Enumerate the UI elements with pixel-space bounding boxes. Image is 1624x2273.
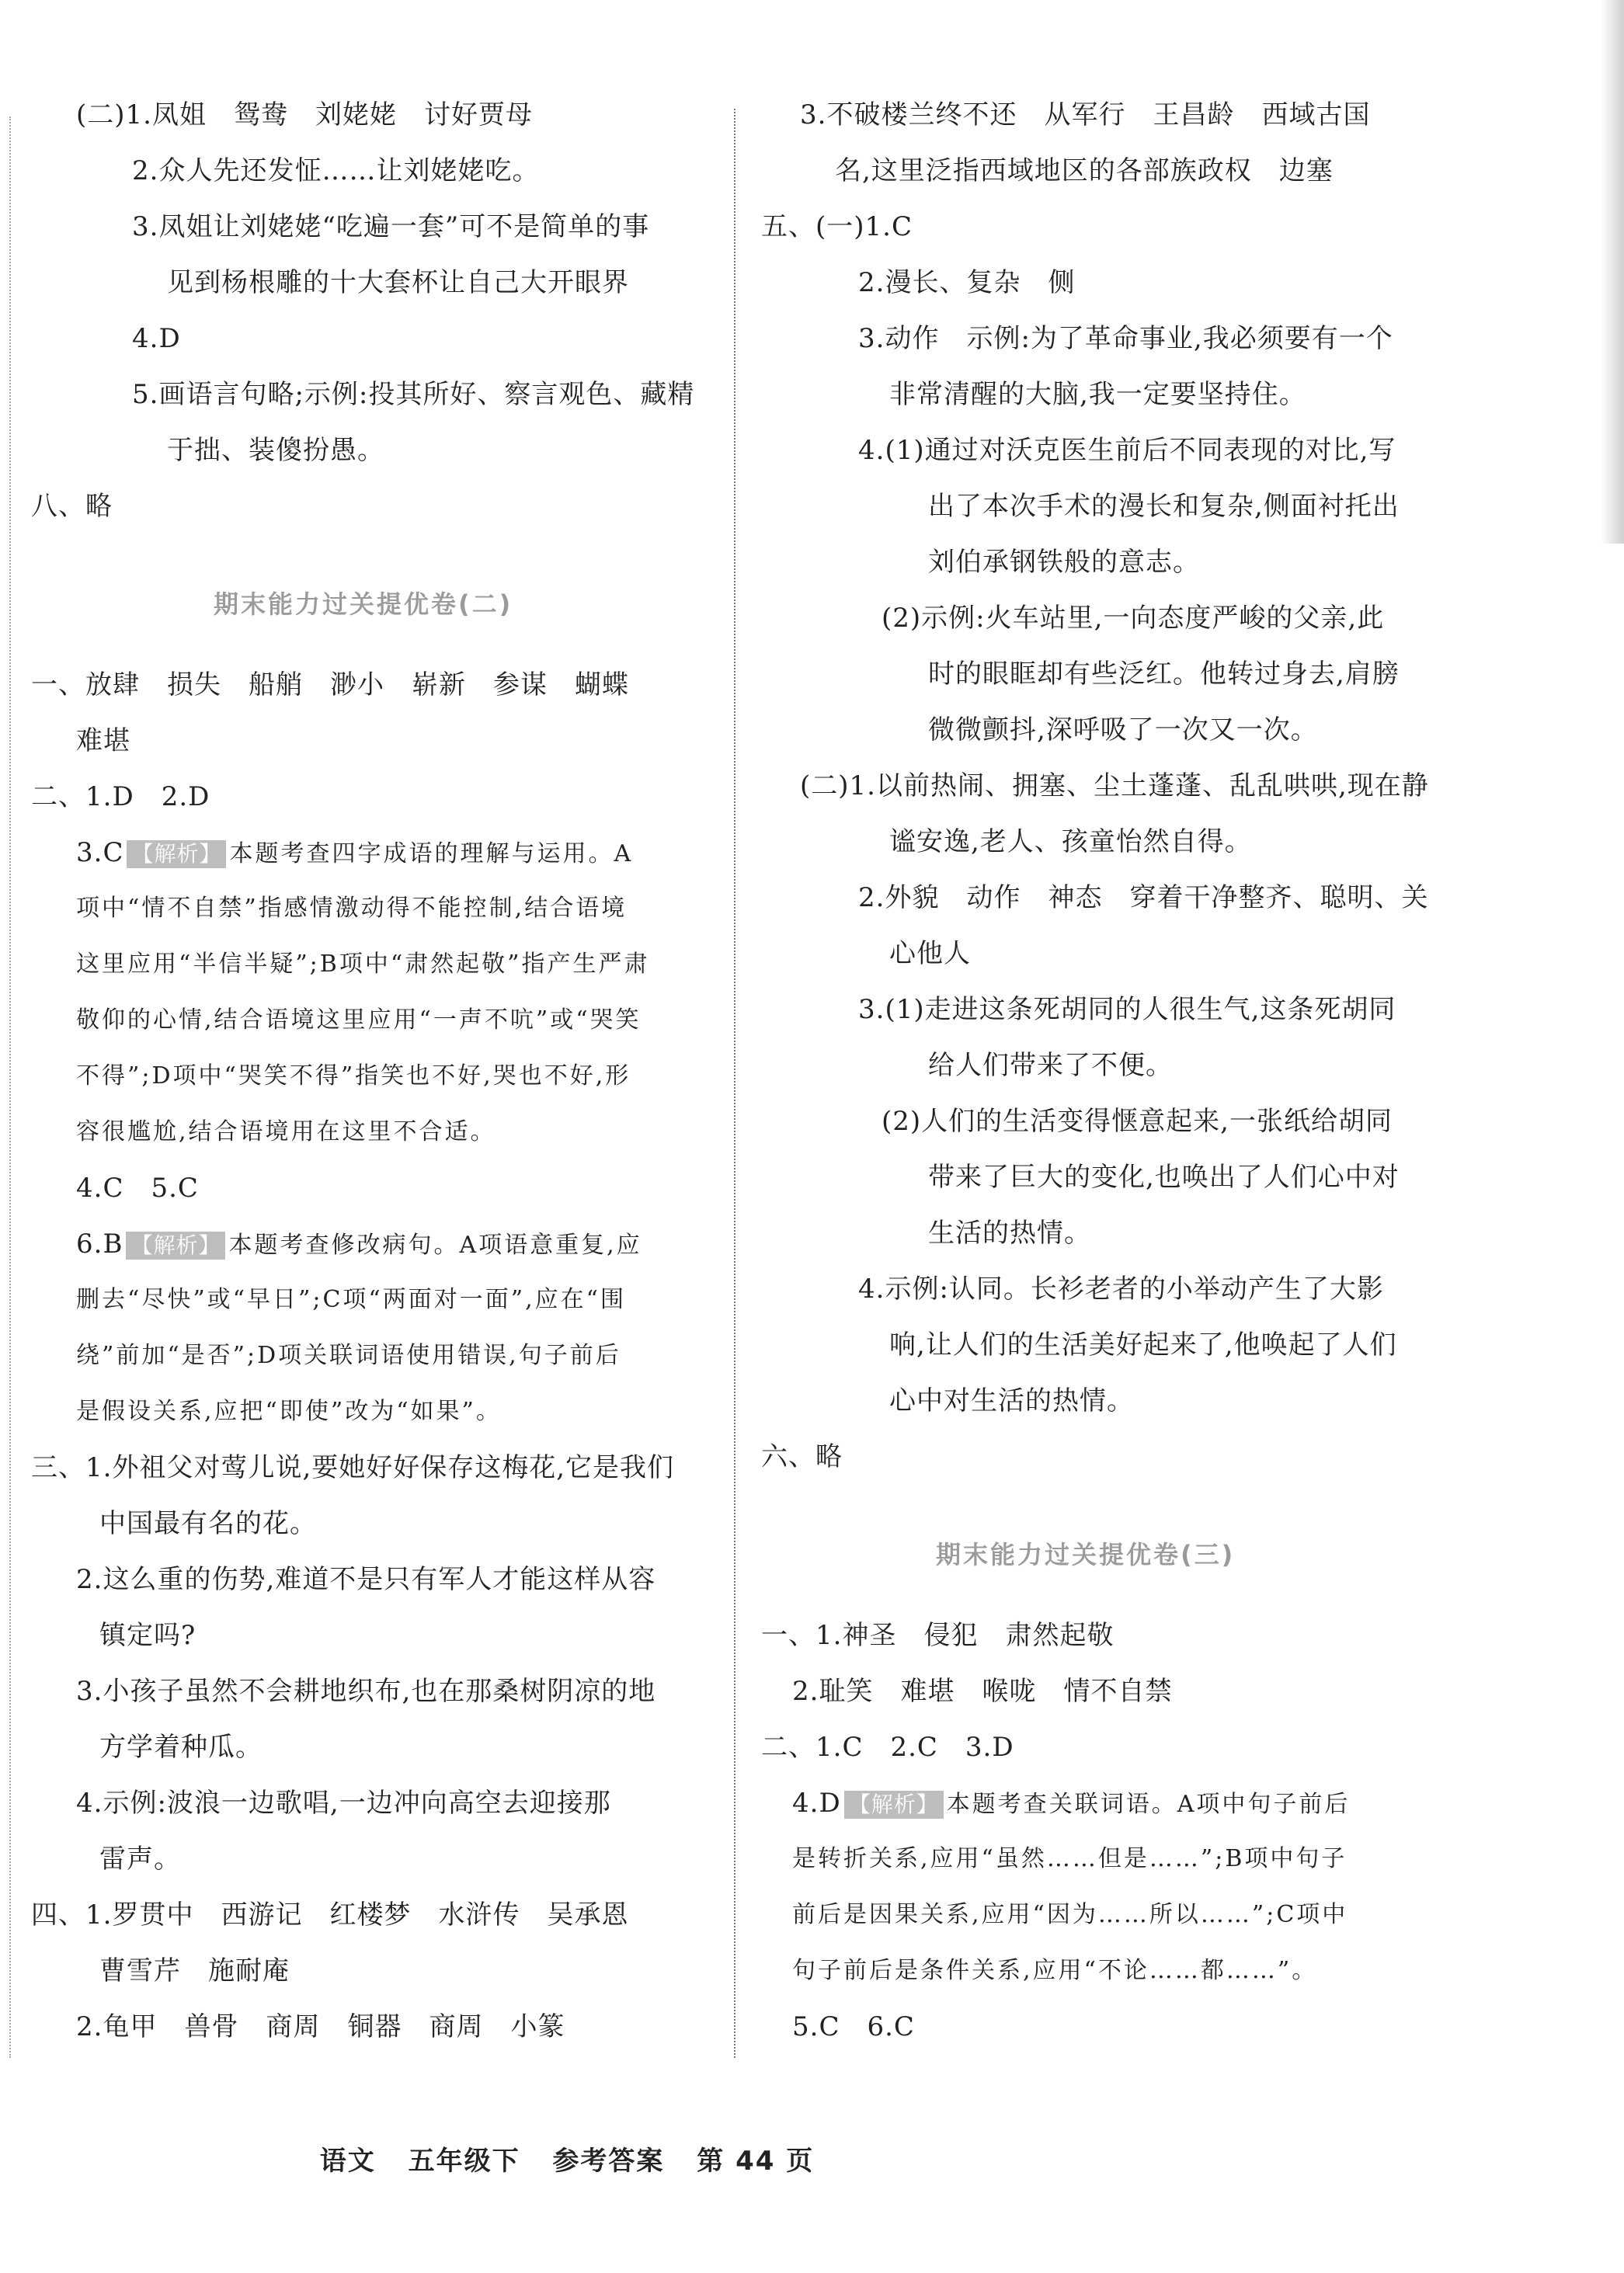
footer-label: 参考答案 <box>552 2146 665 2177</box>
column-divider <box>734 109 735 2058</box>
answer-line: 4.D <box>132 323 181 354</box>
answer-line: 3.(1)走进这条死胡同的人很生气,这条死胡同 <box>858 994 1396 1025</box>
answer-line: 二、1.C 2.C 3.D <box>761 1732 1014 1763</box>
answer-line: 2.众人先还发怔……让刘姥姥吃。 <box>132 155 540 186</box>
answer-line: 是假设关系,应把“即使”改为“如果”。 <box>76 1398 502 1425</box>
scan-edge-shadow <box>1601 0 1624 544</box>
answer-line <box>76 837 633 870</box>
answer-line: (二)1.以前热闹、拥塞、尘土蓬蓬、乱乱哄哄,现在静 <box>800 770 1429 801</box>
answer-line: 八、略 <box>31 491 113 522</box>
answer-line: 六、略 <box>761 1441 843 1472</box>
answer-line: 二、1.D 2.D <box>31 781 210 812</box>
section-title: 期末能力过关提优卷(二) <box>214 589 513 619</box>
answer-line: 见到杨根雕的十大套杯让自己大开眼界 <box>167 267 629 298</box>
answer-line: 3.动作 示例:为了革命事业,我必须要有一个 <box>858 323 1393 354</box>
answer-line: 一、1.神圣 侵犯 肃然起敬 <box>761 1620 1115 1651</box>
answer-line: 绕”前加“是否”;D项关联词语使用错误,句子前后 <box>76 1342 621 1369</box>
footer-page-number: 第 44 页 <box>697 2146 815 2177</box>
answer-line: 镇定吗? <box>99 1620 196 1651</box>
answer-line: 2.这么重的伤势,难道不是只有军人才能这样从容 <box>76 1564 656 1595</box>
answer-line: 响,让人们的生活美好起来了,他唤起了人们 <box>889 1329 1397 1361</box>
answer-line: 敬仰的心情,结合语境这里应用“一声不吭”或“哭笑 <box>76 1006 642 1034</box>
answer-line: 4.示例:波浪一边歌唱,一边冲向高空去迎接那 <box>76 1788 611 1819</box>
answer-line: 4.示例:认同。长衫老者的小举动产生了大影 <box>858 1274 1384 1305</box>
footer-subject: 语文 <box>319 2146 376 2177</box>
analysis-tag: 【解析】 <box>126 1232 225 1260</box>
answer-line: 四、1.罗贯中 西游记 红楼梦 水浒传 吴承恩 <box>31 1899 629 1931</box>
answer-line: 前后是因果关系,应用“因为……所以……”;C项中 <box>792 1901 1348 1928</box>
answer-line: 给人们带来了不便。 <box>928 1050 1173 1081</box>
answer-line <box>76 1229 642 1261</box>
answer-line: 于拙、装傻扮愚。 <box>167 435 384 466</box>
answer-line: 谧安逸,老人、孩童怡然自得。 <box>889 826 1252 857</box>
answer-line: 三、1.外祖父对莺儿说,要她好好保存这梅花,它是我们 <box>31 1452 675 1483</box>
answer-line: 中国最有名的花。 <box>99 1508 317 1539</box>
analysis-text: 本题考查关联词语。A项中句子前后 <box>946 1791 1351 1818</box>
answer-line: 难堪 <box>76 725 130 756</box>
answer-line: 项中“情不自禁”指感情激动得不能控制,结合语境 <box>76 895 628 922</box>
section-title: 期末能力过关提优卷(三) <box>936 1540 1236 1569</box>
analysis-tag: 【解析】 <box>127 840 226 868</box>
answer-line: 2.耻笑 难堪 喉咙 情不自禁 <box>792 1676 1173 1707</box>
page-footer <box>0 2139 1134 2177</box>
answer-line: 时的眼眶却有些泛红。他转过身去,肩膀 <box>928 659 1400 690</box>
answer-line: 出了本次手术的漫长和复杂,侧面衬托出 <box>928 491 1400 522</box>
answer-line: 2.龟甲 兽骨 商周 铜器 商周 小篆 <box>76 2011 565 2042</box>
answer-number: 3.C <box>76 837 124 868</box>
answer-line <box>792 1788 1350 1820</box>
answer-line: 心他人 <box>889 938 971 969</box>
left-margin-rule <box>9 116 11 2058</box>
answer-line: 雷声。 <box>99 1844 181 1875</box>
answer-line: 5.画语言句略;示例:投其所好、察言观色、藏精 <box>132 379 695 410</box>
answer-line: 不得”;D项中“哭笑不得”指笑也不好,哭也不好,形 <box>76 1062 631 1090</box>
answer-line: 4.C 5.C <box>76 1173 199 1204</box>
answer-line: 微微颤抖,深呼吸了一次又一次。 <box>928 714 1318 746</box>
answer-number: 6.B <box>76 1229 123 1260</box>
answer-line: 心中对生活的热情。 <box>889 1385 1134 1416</box>
answer-line: 非常清醒的大脑,我一定要坚持住。 <box>889 379 1306 410</box>
answer-line: 3.凤姐让刘姥姥“吃遍一套”可不是简单的事 <box>132 211 650 242</box>
analysis-text: 本题考查修改病句。A项语意重复,应 <box>228 1232 642 1259</box>
answer-line: (2)人们的生活变得惬意起来,一张纸给胡同 <box>882 1106 1393 1137</box>
answer-line: (2)示例:火车站里,一向态度严峻的父亲,此 <box>882 603 1385 634</box>
answer-line: 这里应用“半信半疑”;B项中“肃然起敬”指产生严肃 <box>76 951 650 978</box>
answer-line: 带来了巨大的变化,也唤出了人们心中对 <box>928 1162 1400 1193</box>
answer-line: 曹雪芹 施耐庵 <box>99 1955 290 1986</box>
answer-line: 5.C 6.C <box>792 2011 915 2042</box>
analysis-text: 本题考查四字成语的理解与运用。A <box>229 840 634 867</box>
answer-line: 删去“尽快”或“早日”;C项“两面对一面”,应在“围 <box>76 1286 626 1313</box>
answer-line: 3.不破楼兰终不还 从军行 王昌龄 西域古国 <box>800 99 1371 130</box>
answer-line: 句子前后是条件关系,应用“不论……都……”。 <box>792 1957 1318 1984</box>
answer-line: 名,这里泛指西域地区的各部族政权 边塞 <box>835 155 1334 186</box>
answer-line: 4.(1)通过对沃克医生前后不同表现的对比,写 <box>858 435 1396 466</box>
footer-grade: 五年级下 <box>408 2146 520 2177</box>
answer-line: 生活的热情。 <box>928 1218 1091 1249</box>
answer-line: 2.漫长、复杂 侧 <box>858 267 1076 298</box>
answer-line: 2.外貌 动作 神态 穿着干净整齐、聪明、关 <box>858 882 1429 913</box>
answer-line: 容很尴尬,结合语境用在这里不合适。 <box>76 1118 496 1145</box>
answer-line: 方学着种瓜。 <box>99 1732 263 1763</box>
answer-line: (二)1.凤姐 鸳鸯 刘姥姥 讨好贾母 <box>76 99 533 130</box>
answer-line: 3.小孩子虽然不会耕地织布,也在那桑树阴凉的地 <box>76 1676 656 1707</box>
answer-line: 是转折关系,应用“虽然……但是……”;B项中句子 <box>792 1845 1348 1872</box>
answer-line: 五、(一)1.C <box>761 211 913 242</box>
answer-line: 刘伯承钢铁般的意志。 <box>928 547 1200 578</box>
answer-line: 一、放肆 损失 船艄 渺小 崭新 参谋 蝴蝶 <box>31 669 629 700</box>
analysis-tag: 【解析】 <box>844 1791 944 1819</box>
answer-number: 4.D <box>792 1788 841 1819</box>
